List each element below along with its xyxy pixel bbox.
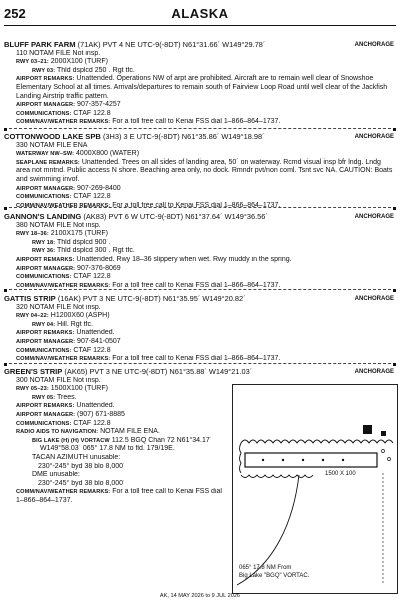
comm-nav-weather-text: For a toll free call to Kenai FSS dial [112,488,222,496]
waterway-label: WATERWAY NW–SW: [16,151,75,158]
communications-label: COMMUNICATIONS: [16,420,72,427]
runway-end-text: Thld dsplcd 250´. Rgt tfc. [57,66,135,74]
comm-nav-weather-label: COMM/NAV/WEATHER REMARKS: [16,489,111,496]
comm-nav-weather-label: COMM/NAV/WEATHER REMARKS: [16,282,111,289]
building [381,431,386,436]
waterway-text: 4000X800 (WATER) [76,150,140,158]
elevation-notam: 380 NOTAM FILE Not insp. [16,221,101,229]
entry-separator [4,289,396,290]
entry-title [4,368,396,377]
building [363,425,372,434]
remarks-text: Unattended. [76,402,115,410]
manager-phone: 907-357-4257 [77,101,121,109]
communications-label: COMMUNICATIONS: [16,110,72,117]
remarks-label: AIRPORT REMARKS: [16,76,75,83]
entry-title [4,41,396,50]
location-anchorage: ANCHORAGE [354,214,394,220]
state-title: ALASKA [171,6,229,21]
remarks-label: AIRPORT REMARKS: [16,330,75,337]
runway-end-text: Thld dsplcd 300´. Rgt tfc. [57,247,135,255]
airport-id-coordinates: (3H3) 3 E UTC-9(-8DT) N61°35.86´ W149°18.98´ [102,133,265,141]
communications-label: COMMUNICATIONS: [16,274,72,281]
runway-end-text: Hill. Rgt tfc. [57,320,93,328]
comm-nav-weather-text: For a toll free call to Kenai FSS dial 1–866–864–1737. [112,355,281,363]
effective-dates-footer: AK, 14 MAY 2026 to 9 JUL 2026 [159,593,241,599]
runway-text: 2000X100 (TURF) [50,58,108,66]
communications-text: CTAF 122.8 [73,419,111,427]
elevation-notam: 320 NOTAM FILE Not insp. [16,303,101,311]
runway-end-label: RWY 05: [32,394,56,401]
vortac-text-cont: W149°58.03´ 065° 17.8 NM to fld. 179/19E. [40,445,175,453]
elevation-notam: 300 NOTAM FILE Not insp. [16,376,101,384]
airport-entry-greens-strip [4,368,253,506]
manager-label: AIRPORT MANAGER: [16,185,76,192]
entry-separator [4,207,396,208]
runway-dimension-label: 1500 X 100 [325,471,356,477]
runway-end-label: RWY 03: [32,67,56,74]
comm-nav-weather-label: COMM/NAV/WEATHER REMARKS: [16,202,111,209]
runway-label: RWY 03–21: [16,59,49,66]
vortac-label: BIG LAKE (H) (H) VORTACW [32,437,110,444]
communications-text: CTAF 122.8 [73,193,111,201]
tree-line-lower [241,475,313,478]
location-anchorage: ANCHORAGE [354,369,394,375]
comm-nav-weather-label: COMM/NAV/WEATHER REMARKS: [16,119,111,126]
location-anchorage: ANCHORAGE [354,296,394,302]
entry-separator [4,363,396,364]
runway-text: H1200X60 (ASPH) [50,312,110,320]
airport-entry-bluff-park-farm [4,41,396,127]
remarks-label: AIRPORT REMARKS: [16,403,75,410]
manager-phone: 907-841-0507 [77,337,121,345]
header-rule [4,25,396,26]
manager-phone: 907-269-8400 [77,184,121,192]
runway-label: RWY 05–23: [16,386,49,393]
manager-label: AIRPORT MANAGER: [16,338,76,345]
runway-label: RWY 18–36: [16,231,49,238]
page-header [0,0,400,32]
runway-end-label: RWY 04: [32,321,56,328]
remarks-text: Unattended. Trees on all sides of landing area, 50´ on waterway. Rcmd visual insp bfr lndg. Lndg area not mntnd. Public access N shore. Beaching area only, no dock. Rmndr pvt/non coml. Tsnt svc NA. CAUTION: Boats and swimming invof. [16,158,393,183]
airport-name[interactable]: GATTIS STRIP [4,295,56,303]
runway-text: 1500X100 (TURF) [50,385,108,393]
communications-label: COMMUNICATIONS: [16,347,72,354]
manager-phone: (907) 671-8885 [77,410,125,418]
manager-label: AIRPORT MANAGER: [16,265,76,272]
dme-unusable: DME unusable: [32,471,80,479]
entry-title [4,213,396,222]
comm-nav-weather-text: For a toll free call to Kenai FSS dial 1–866–864–1737. [112,281,281,289]
comm-nav-weather-text: For a toll free call to Kenai FSS dial 1–866–864–1737. [112,118,281,126]
elevation-notam: 110 NOTAM FILE Not insp. [16,49,101,57]
runway-05-23 [245,453,377,467]
radio-aids-label: RADIO AIDS TO NAVIGATION: [16,429,99,436]
page-number: 252 [4,6,26,21]
airport-id-coordinates: (16AK) PVT 3 NE UTC-9(-8DT) N61°35.95´ W149°20.82´ [57,295,246,303]
airport-id-coordinates: (71AK) PVT 4 NE UTC-9(-8DT) N61°31.66´ W149°29.78´ [77,41,266,49]
vortac-note-line2: Big Lake "BGQ" VORTAC. [239,573,310,579]
remarks-text: Unattended. Operations NW of arpt are prohibited. Aircraft are to remain well clear of Snowshoe Elementary School at all times. Arrivals/departures to remain south of Fairview Loop Road until well clear of the Jackfish Landing Airstrip traffic pattern. [16,75,388,100]
comm-nav-weather-text: For a toll free call to Kenai FSS dial 1–866–864–1737. [112,201,281,209]
tacan-unusable-range: 230°-245° byd 38 blo 8,000´ [38,462,126,470]
airport-name[interactable]: COTTONWOOD LAKE SPB [4,133,101,141]
vortac-text: 112.5 BGQ Chan 72 N61°34.17´ [111,436,213,444]
airport-entry-gannons-landing [4,213,396,290]
vortac-note-line1: 065° 17.8 NM From [239,565,292,571]
tacan-unusable: TACAN AZIMUTH unusable: [32,453,121,461]
location-anchorage: ANCHORAGE [354,134,394,140]
remarks-text: Unattended. Rwy 18–36 slippery when wet. Rwy muddy in the spring. [76,255,292,263]
manager-label: AIRPORT MANAGER: [16,411,76,418]
communications-text: CTAF 122.8 [73,273,111,281]
airport-entry-cottonwood-lake-spb [4,133,396,210]
radio-aids-text: NOTAM FILE ENA. [100,428,160,436]
comm-nav-weather-label: COMM/NAV/WEATHER REMARKS: [16,356,111,363]
manager-phone: 907-376-8069 [77,264,121,272]
entry-title [4,133,396,142]
runway-end-label: RWY 18: [32,239,56,246]
airport-diagram [232,384,398,594]
airport-name[interactable]: BLUFF PARK FARM [4,41,76,49]
entry-separator [4,128,396,129]
elevation-notam: 330 NOTAM FILE ENA [16,141,88,149]
remarks-label: SEAPLANE REMARKS: [16,159,80,166]
airport-id-coordinates: (AK83) PVT 6 W UTC-9(-8DT) N61°37.64´ W149°36.56´ [83,213,268,221]
airport-name[interactable]: GANNON'S LANDING [4,213,82,221]
location-anchorage: ANCHORAGE [354,42,394,48]
manager-label: AIRPORT MANAGER: [16,102,76,109]
airport-entry-gattis-strip [4,295,396,364]
runway-end-text: Thld dsplcd 900´. [57,238,111,246]
runway-end-label: RWY 36: [32,248,56,255]
airport-name[interactable]: GREEN'S STRIP [4,368,63,376]
dme-unusable-range: 230°-245° byd 38 blo 8,000´ [38,479,126,487]
remarks-text: Unattended. [76,329,115,337]
communications-text: CTAF 122.8 [73,109,111,117]
runway-end-text: Trees. [57,393,77,401]
communications-text: CTAF 122.8 [73,346,111,354]
airport-diagram-drawing [233,385,397,593]
runway-label: RWY 04–22: [16,313,49,320]
communications-label: COMMUNICATIONS: [16,194,72,201]
remarks-label: AIRPORT REMARKS: [16,256,75,263]
entry-title [4,295,396,304]
comm-nav-weather-text-cont: 1–866–864–1737. [16,496,73,504]
runway-text: 2100X175 (TURF) [50,230,108,238]
airport-id-coordinates: (AK65) PVT 3 NE UTC-9(-8DT) N61°35.88´ W149°21.03´ [64,368,253,376]
